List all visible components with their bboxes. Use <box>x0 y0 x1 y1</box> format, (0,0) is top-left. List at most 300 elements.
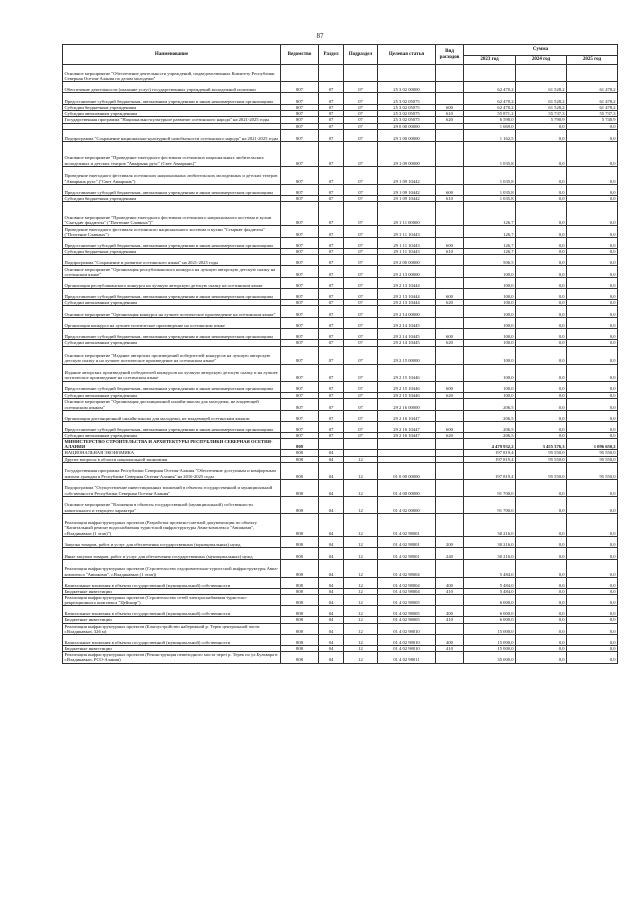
cell-cs: 25 3 02 05075 <box>378 111 436 117</box>
cell-vr: 610 <box>436 111 464 117</box>
cell-y1: 100,0 <box>464 364 516 381</box>
cell-y1: 91 700,0 <box>464 496 516 513</box>
cell-rz: 07 <box>319 117 344 123</box>
cell-y1: 30 216,0 <box>464 513 516 536</box>
cell-vr: 400 <box>436 577 464 588</box>
cell-y1: 6 000,0 <box>464 595 516 606</box>
cell-ved <box>281 65 319 82</box>
cell-name: Субсидии автономным учреждениям <box>63 432 281 438</box>
cell-y3: 0,0 <box>567 346 618 364</box>
cell-rz: 04 <box>319 496 344 513</box>
cell-y1: 197 819,4 <box>464 450 516 456</box>
cell-name: Основное мероприятие "Организация конкурса на лучшее поэтическое произведение на осетинском языке" <box>63 306 281 318</box>
cell-ved: 807 <box>281 166 319 184</box>
cell-name: Капитальные вложения в объекты государственной (муниципальной) собственности <box>63 577 281 588</box>
cell-y3: 55 737,3 <box>567 111 618 117</box>
table-row <box>63 65 618 82</box>
cell-y3: 0,0 <box>567 479 618 496</box>
cell-vr: 400 <box>436 606 464 617</box>
cell-cs: 29 1 11 00000 <box>378 202 436 226</box>
table-row <box>63 184 618 195</box>
table-row <box>63 606 618 617</box>
header-target: Целевая статья <box>378 45 436 65</box>
cell-y1: 506,5 <box>464 255 516 266</box>
cell-rz: 07 <box>319 249 344 255</box>
cell-rz: 04 <box>319 479 344 496</box>
cell-y3: 0,0 <box>567 289 618 300</box>
cell-y1: 6 000,0 <box>464 606 516 617</box>
cell-y3: 5 740,9 <box>567 117 618 123</box>
cell-rz: 07 <box>319 410 344 421</box>
cell-vr: 620 <box>436 432 464 438</box>
cell-rz: 04 <box>319 547 344 559</box>
cell-pr: 12 <box>344 635 378 646</box>
cell-name: Реализация инфраструктурных проектов (Благоустройство набережной р. Терек центральной части г.Владикавказ, 326 м) <box>63 623 281 634</box>
table-row <box>63 202 618 226</box>
cell-name: Основное мероприятие "Проведение ежегодного фестиваля осетинского национального костюма и кухни "Сыгъдæг фыдæлты" ("Почтение Славных")" <box>63 202 281 226</box>
cell-y3: 0,0 <box>567 588 618 594</box>
cell-y3: 0,0 <box>567 184 618 195</box>
cell-y2: 0,0 <box>516 381 567 392</box>
cell-vr <box>436 255 464 266</box>
cell-y1: 62 470,2 <box>464 93 516 105</box>
cell-vr: 410 <box>436 617 464 623</box>
cell-y1: 15 000,0 <box>464 623 516 634</box>
table-row <box>63 289 618 300</box>
cell-y3: 95 550,0 <box>567 462 618 479</box>
cell-y3: 0,0 <box>567 195 618 201</box>
cell-y2: 61 528,2 <box>516 105 567 111</box>
cell-y3: 0,0 <box>567 496 618 513</box>
cell-y1: 100,0 <box>464 340 516 346</box>
cell-pr: 07 <box>344 129 378 141</box>
cell-name: Основное мероприятие "Организация республиканского конкурса на лучшую авторскую детскую сказку на осетинском языке" <box>63 266 281 278</box>
cell-vr <box>436 202 464 226</box>
cell-name: Подпрограмма "Сохранение и развитие осетинского языка" на 2021-2025 годы <box>63 255 281 266</box>
cell-y1: 100,0 <box>464 346 516 364</box>
cell-rz: 07 <box>319 329 344 340</box>
cell-rz: 04 <box>319 559 344 577</box>
cell-vr <box>436 623 464 634</box>
table-row <box>63 439 618 450</box>
table-row <box>63 547 618 559</box>
cell-vr <box>436 226 464 238</box>
cell-y2: 0,0 <box>516 329 567 340</box>
cell-rz: 04 <box>319 456 344 462</box>
cell-y1: 206,5 <box>464 421 516 432</box>
cell-pr: 12 <box>344 623 378 634</box>
table-row <box>63 318 618 329</box>
cell-vr <box>436 595 464 606</box>
cell-ved: 808 <box>281 623 319 634</box>
cell-y2: 0,0 <box>516 195 567 201</box>
header-sum: Сумма <box>464 45 618 56</box>
cell-cs: 29 1 09 10442 <box>378 166 436 184</box>
cell-y2: 0,0 <box>516 623 567 634</box>
cell-y2: 0,0 <box>516 364 567 381</box>
table-row <box>63 410 618 421</box>
cell-name: Другие вопросы в области национальной экономики <box>63 456 281 462</box>
cell-cs: 29 0 00 00000 <box>378 123 436 129</box>
header-subsection: Подраздел <box>344 45 378 65</box>
cell-vr <box>436 346 464 364</box>
cell-y2: 0,0 <box>516 398 567 410</box>
cell-y1: 62 470,2 <box>464 105 516 111</box>
cell-cs: 29 2 13 00000 <box>378 266 436 278</box>
cell-ved: 808 <box>281 547 319 559</box>
cell-rz: 07 <box>319 111 344 117</box>
cell-cs: 01 4 02 98004 <box>378 588 436 594</box>
cell-pr: 12 <box>344 547 378 559</box>
cell-name: Реализация инфраструктурных проектов (Строительство сетей электроснабжения туристско-рекреационного комплекса "Цейскир") <box>63 595 281 606</box>
cell-rz: 07 <box>319 184 344 195</box>
cell-y3: 61 478,2 <box>567 82 618 93</box>
cell-pr: 07 <box>344 410 378 421</box>
cell-ved: 808 <box>281 577 319 588</box>
cell-name: Предоставление субсидий бюджетным, автономным учреждениям и иным некоммерческим организациям <box>63 381 281 392</box>
cell-pr: 12 <box>344 588 378 594</box>
cell-rz: 07 <box>319 141 344 166</box>
table-row <box>63 462 618 479</box>
cell-ved: 807 <box>281 340 319 346</box>
cell-vr: 600 <box>436 238 464 249</box>
cell-y1: 1 035,8 <box>464 166 516 184</box>
cell-ved: 808 <box>281 652 319 663</box>
cell-rz: 07 <box>319 432 344 438</box>
cell-y2: 0,0 <box>516 547 567 559</box>
cell-y3: 0,0 <box>567 238 618 249</box>
cell-ved: 808 <box>281 588 319 594</box>
cell-y2: 0,0 <box>516 559 567 577</box>
cell-rz: 07 <box>319 93 344 105</box>
cell-rz: 07 <box>319 340 344 346</box>
cell-rz: 07 <box>319 300 344 306</box>
cell-y3: 0,0 <box>567 577 618 588</box>
header-2024: 2024 год <box>516 56 567 65</box>
table-row <box>63 82 618 93</box>
cell-name: Предоставление субсидий бюджетным, автономным учреждениям и иным некоммерческим организациям <box>63 93 281 105</box>
cell-vr <box>436 410 464 421</box>
cell-name: Предоставление субсидий бюджетным, автономным учреждениям и иным некоммерческим организациям <box>63 289 281 300</box>
cell-name: Реализация инфраструктурных проектов (Разработка проектно-сметной документации по объекту "Капитальный ремонт водоснабжения туристской инфраструктуры Авиа-комплекса "Авиакомп", г.Владикавказ (1 этап)") <box>63 513 281 536</box>
cell-cs: 01 4 02 98004 <box>378 559 436 577</box>
cell-y3: 0,0 <box>567 421 618 432</box>
cell-vr <box>436 129 464 141</box>
cell-name: Подпрограмма "Сохранение национально-культурной самобытности осетинского народа" на 2021-2025 годы <box>63 129 281 141</box>
cell-y2: 3 455 376,3 <box>516 439 567 450</box>
header-name: Наименование <box>63 45 281 65</box>
cell-cs: 25 3 02 05075 <box>378 105 436 111</box>
cell-y2: 0,0 <box>516 346 567 364</box>
cell-y2: 0,0 <box>516 606 567 617</box>
table-row <box>63 577 618 588</box>
cell-y2: 0,0 <box>516 421 567 432</box>
table-row <box>63 306 618 318</box>
cell-ved: 808 <box>281 513 319 536</box>
cell-cs: 29 2 15 10446 <box>378 381 436 392</box>
cell-y3: 0,0 <box>567 617 618 623</box>
cell-vr: 600 <box>436 184 464 195</box>
table-body <box>63 65 618 664</box>
cell-y3: 0,0 <box>567 306 618 318</box>
cell-name: НАЦИОНАЛЬНАЯ ЭКОНОМИКА <box>63 450 281 456</box>
cell-y3: 0,0 <box>567 166 618 184</box>
cell-y3: 0,0 <box>567 432 618 438</box>
cell-y1: 100,0 <box>464 300 516 306</box>
cell-name: Подпрограмма "Осуществление инвестиционных вложений в объекты государственной и муниципальной собственности Республики Северная Осетия-Алания" <box>63 479 281 496</box>
cell-pr: 07 <box>344 432 378 438</box>
cell-y2: 61 528,2 <box>516 82 567 93</box>
cell-y2: 0,0 <box>516 289 567 300</box>
cell-y3: 0,0 <box>567 392 618 398</box>
cell-y2: 0,0 <box>516 184 567 195</box>
cell-pr: 07 <box>344 195 378 201</box>
cell-name: Предоставление субсидий бюджетным, автономным учреждениям и иным некоммерческим организациям <box>63 184 281 195</box>
cell-y2: 0,0 <box>516 410 567 421</box>
cell-rz: 07 <box>319 105 344 111</box>
cell-y1: 100,0 <box>464 329 516 340</box>
cell-y3: 0,0 <box>567 381 618 392</box>
cell-vr <box>436 306 464 318</box>
cell-y3: 0,0 <box>567 635 618 646</box>
cell-y1: 91 700,0 <box>464 479 516 496</box>
cell-cs: 29 1 11 10443 <box>378 249 436 255</box>
cell-ved: 808 <box>281 606 319 617</box>
cell-name: Реализация инфраструктурных проектов (Строительство оздоровительно-туристской инфраструктуры Авиа-комплекса "Авиакомп", г.Владикавказ (1 этап)) <box>63 559 281 577</box>
cell-rz: 07 <box>319 278 344 289</box>
cell-name: Предоставление субсидий бюджетным, автономным учреждениям и иным некоммерческим организациям <box>63 329 281 340</box>
cell-rz: 04 <box>319 513 344 536</box>
cell-rz: 07 <box>319 226 344 238</box>
table-row <box>63 623 618 634</box>
cell-name: Организация конкурса на лучшее поэтическое произведение на осетинском языке <box>63 318 281 329</box>
cell-ved: 807 <box>281 329 319 340</box>
cell-y3: 0,0 <box>567 623 618 634</box>
header-expense-type: Вид расходов <box>436 45 464 65</box>
cell-y2: 0,0 <box>516 278 567 289</box>
cell-vr <box>436 93 464 105</box>
cell-ved: 807 <box>281 421 319 432</box>
cell-name: Бюджетные инвестиции <box>63 646 281 652</box>
cell-vr: 620 <box>436 392 464 398</box>
cell-y2: 0,0 <box>516 129 567 141</box>
cell-y1: 197 819,4 <box>464 456 516 462</box>
cell-name: Бюджетные инвестиции <box>63 617 281 623</box>
cell-cs: 29 2 13 10444 <box>378 278 436 289</box>
cell-pr: 12 <box>344 479 378 496</box>
cell-vr: 600 <box>436 421 464 432</box>
cell-pr: 12 <box>344 462 378 479</box>
table-row <box>63 329 618 340</box>
cell-pr: 12 <box>344 652 378 663</box>
cell-cs: 01 4 02 98010 <box>378 623 436 634</box>
cell-vr <box>436 398 464 410</box>
cell-rz: 04 <box>319 450 344 456</box>
cell-name: Бюджетные инвестиции <box>63 588 281 594</box>
cell-pr: 07 <box>344 329 378 340</box>
cell-ved: 808 <box>281 450 319 456</box>
cell-ved: 808 <box>281 617 319 623</box>
cell-y1: 100,0 <box>464 289 516 300</box>
cell-y1: 5 484,0 <box>464 588 516 594</box>
cell-name: Капитальные вложения в объекты государственной (муниципальной) собственности <box>63 606 281 617</box>
cell-y3: 0,0 <box>567 398 618 410</box>
cell-y3: 0,0 <box>567 410 618 421</box>
cell-ved: 807 <box>281 266 319 278</box>
cell-vr: 200 <box>436 536 464 547</box>
cell-y3: 0,0 <box>567 606 618 617</box>
cell-pr: 07 <box>344 202 378 226</box>
cell-y2: 5 790,9 <box>516 117 567 123</box>
cell-ved: 808 <box>281 462 319 479</box>
cell-rz: 07 <box>319 398 344 410</box>
cell-y1: 5 484,0 <box>464 577 516 588</box>
cell-y2: 0,0 <box>516 646 567 652</box>
table-row <box>63 93 618 105</box>
cell-name: Реализация инфраструктурных проектов (Реконструкция пешеходного моста через р. Терек по ул.Бульвара в г.Владикавказ, РСО-Алания) <box>63 652 281 663</box>
cell-y2: 95 550,0 <box>516 450 567 456</box>
cell-name: Субсидии автономным учреждениям <box>63 340 281 346</box>
cell-y1: 100,0 <box>464 278 516 289</box>
cell-pr <box>344 65 378 82</box>
cell-ved: 808 <box>281 479 319 496</box>
cell-cs: 29 2 16 00000 <box>378 398 436 410</box>
cell-y1: 100,0 <box>464 392 516 398</box>
cell-rz: 04 <box>319 577 344 588</box>
cell-rz: 07 <box>319 421 344 432</box>
cell-ved: 807 <box>281 129 319 141</box>
cell-pr: 07 <box>344 364 378 381</box>
cell-y2: 0,0 <box>516 318 567 329</box>
cell-ved: 807 <box>281 410 319 421</box>
cell-vr: 240 <box>436 547 464 559</box>
cell-ved: 807 <box>281 249 319 255</box>
cell-y1: 126,7 <box>464 238 516 249</box>
cell-pr: 07 <box>344 93 378 105</box>
cell-y2: 0,0 <box>516 166 567 184</box>
table-row <box>63 238 618 249</box>
cell-pr <box>344 439 378 450</box>
cell-name: Субсидии автономным учреждениям <box>63 392 281 398</box>
cell-vr <box>436 513 464 536</box>
cell-cs: 29 2 13 10444 <box>378 300 436 306</box>
cell-cs: 29 1 09 10442 <box>378 195 436 201</box>
cell-vr <box>436 559 464 577</box>
cell-y3: 0,0 <box>567 141 618 166</box>
cell-cs: 29 2 16 10447 <box>378 421 436 432</box>
cell-pr: 12 <box>344 513 378 536</box>
cell-ved: 807 <box>281 195 319 201</box>
cell-vr <box>436 364 464 381</box>
cell-rz: 04 <box>319 595 344 606</box>
cell-ved: 807 <box>281 123 319 129</box>
cell-vr <box>436 479 464 496</box>
cell-cs: 01 4 02 98001 <box>378 536 436 547</box>
table-row <box>63 652 618 663</box>
cell-vr <box>436 82 464 93</box>
cell-y3: 0,0 <box>567 123 618 129</box>
cell-name: Организация республиканского конкурса на лучшую авторскую детскую сказку на осетинском языке <box>63 278 281 289</box>
cell-y2: 0,0 <box>516 432 567 438</box>
cell-pr: 07 <box>344 318 378 329</box>
cell-name: Субсидии бюджетным учреждениям <box>63 249 281 255</box>
cell-cs: 01 4 02 98001 <box>378 547 436 559</box>
cell-name: Капитальные вложения в объекты государственной (муниципальной) собственности <box>63 635 281 646</box>
cell-name: Субсидии бюджетным учреждениям <box>63 195 281 201</box>
cell-name: Основное мероприятие "Издание авторских произведений победителей конкурсов на лучшую авторскую детскую сказку и на лучшее поэтическое произведение на осетинском языке" <box>63 346 281 364</box>
cell-y1: 4 479 932,2 <box>464 439 516 450</box>
cell-rz <box>319 439 344 450</box>
cell-ved: 807 <box>281 184 319 195</box>
cell-cs: 01 4 02 98005 <box>378 595 436 606</box>
cell-y3: 0,0 <box>567 300 618 306</box>
cell-y2: 0,0 <box>516 141 567 166</box>
cell-y1: 5 484,0 <box>464 559 516 577</box>
cell-ved: 807 <box>281 318 319 329</box>
cell-vr: 620 <box>436 117 464 123</box>
cell-y3: 0,0 <box>567 536 618 547</box>
table-row <box>63 381 618 392</box>
cell-pr: 07 <box>344 255 378 266</box>
cell-name: МИНИСТЕРСТВО СТРОИТЕЛЬСТВА И АРХИТЕКТУРЫ РЕСПУБЛИКИ СЕВЕРНАЯ ОСЕТИЯ-АЛАНИЯ <box>63 439 281 450</box>
cell-y2: 55 737,3 <box>516 111 567 117</box>
cell-rz: 04 <box>319 652 344 663</box>
cell-y2: 0,0 <box>516 496 567 513</box>
cell-y2: 0,0 <box>516 306 567 318</box>
cell-cs <box>378 65 436 82</box>
cell-vr <box>436 266 464 278</box>
cell-cs: 29 2 15 10446 <box>378 392 436 398</box>
table-row <box>63 536 618 547</box>
cell-pr: 07 <box>344 392 378 398</box>
cell-cs: 01 4 02 98011 <box>378 652 436 663</box>
cell-cs: 29 2 14 10445 <box>378 340 436 346</box>
cell-ved: 807 <box>281 398 319 410</box>
cell-rz: 07 <box>319 129 344 141</box>
cell-y3: 0,0 <box>567 547 618 559</box>
cell-y1 <box>464 65 516 82</box>
cell-y1: 100,0 <box>464 381 516 392</box>
cell-name: Иные закупки товаров, работ и услуг для обеспечения государственных (муниципальных) нужд <box>63 547 281 559</box>
cell-vr <box>436 166 464 184</box>
header-2023: 2023 год <box>464 56 516 65</box>
cell-pr: 07 <box>344 306 378 318</box>
cell-y3: 95 550,0 <box>567 450 618 456</box>
cell-cs: 01 4 02 98001 <box>378 513 436 536</box>
cell-pr: 07 <box>344 421 378 432</box>
cell-y3: 0,0 <box>567 559 618 577</box>
cell-rz: 04 <box>319 462 344 479</box>
cell-y2: 0,0 <box>516 617 567 623</box>
cell-cs: 29 2 16 10447 <box>378 432 436 438</box>
cell-rz: 07 <box>319 238 344 249</box>
cell-y3: 0,0 <box>567 646 618 652</box>
cell-y3: 0,0 <box>567 652 618 663</box>
cell-ved: 807 <box>281 346 319 364</box>
cell-pr: 12 <box>344 577 378 588</box>
cell-pr: 07 <box>344 111 378 117</box>
cell-y2: 61 528,2 <box>516 93 567 105</box>
cell-y3: 0,0 <box>567 513 618 536</box>
cell-y1: 126,7 <box>464 249 516 255</box>
cell-name: Субсидии автономным учреждениям <box>63 111 281 117</box>
table-row <box>63 398 618 410</box>
cell-ved: 807 <box>281 117 319 123</box>
cell-cs: 29 1 09 00000 <box>378 141 436 166</box>
cell-ved: 808 <box>281 646 319 652</box>
cell-y2 <box>516 65 567 82</box>
cell-ved: 808 <box>281 559 319 577</box>
